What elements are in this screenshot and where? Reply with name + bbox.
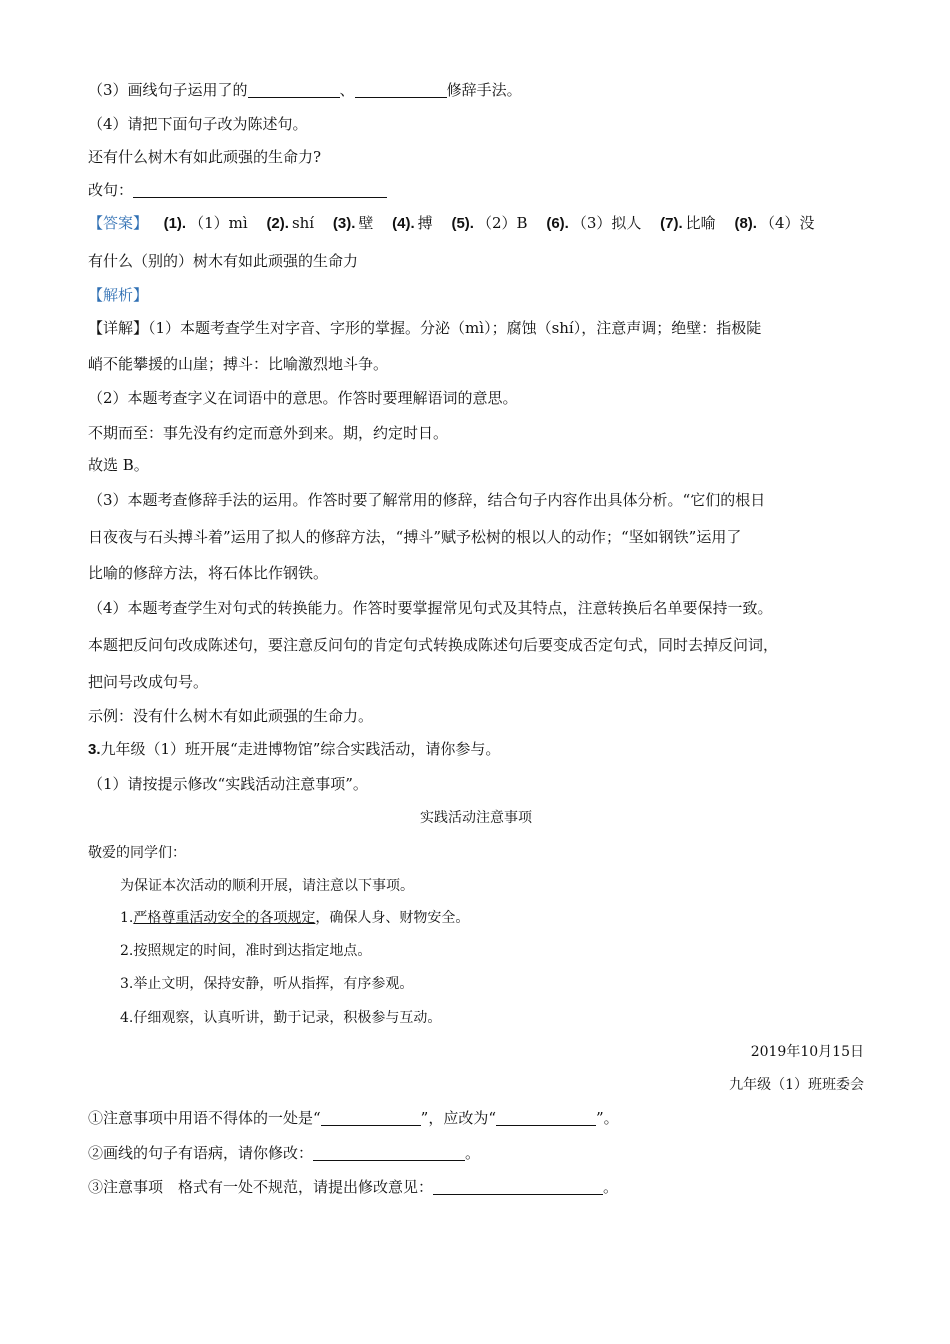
underlined-sentence: 严格尊重活动安全的各项规定 [133, 910, 316, 926]
detail-line: （3）本题考查修辞手法的运用。作答时要了解常用的修辞，结合句子内容作出具体分析。“它们的根日 [88, 491, 766, 509]
notice-item: 4.仔细观察，认真听讲，勤于记录，积极参与互动。 [120, 1010, 442, 1026]
rewrite-blank[interactable] [133, 181, 387, 198]
answer-tag: 【答案】 [88, 214, 149, 232]
detail-line: （2）本题考查字义在词语中的意思。作答时要理解语词的意思。 [88, 389, 518, 407]
answer-item: (6). （3）拟人 [546, 214, 642, 232]
notice-greeting: 敬爱的同学们： [88, 845, 186, 861]
answer-continuation: 有什么（别的）树木有如此顽强的生命力 [88, 252, 359, 270]
question-number: 3. [88, 741, 101, 758]
sub-question-3: ③注意事项 格式有一处不规范，请提出修改意见： 。 [88, 1178, 619, 1196]
answer-item: (1). （1）mì [163, 214, 248, 232]
notice-title: 实践活动注意事项 [420, 810, 532, 826]
detail-line: 峭不能攀援的山崖；搏斗：比喻激烈地斗争。 [88, 355, 389, 373]
answer-blank[interactable] [313, 1144, 465, 1161]
sub-question-2: ②画线的句子有语病，请你修改： 。 [88, 1144, 481, 1162]
detail-line: 示例：没有什么树木有如此顽强的生命力。 [88, 707, 374, 725]
q4-sentence: 还有什么树木有如此顽强的生命力? [88, 148, 322, 166]
sub-question-1: ①注意事项中用语不得体的一处是“ ”，应改为“ ”。 [88, 1109, 619, 1127]
q4-prompt: （4）请把下面句子改为陈述句。 [88, 115, 308, 133]
q3-suffix: 修辞手法。 [446, 81, 522, 99]
question-3 [88, 739, 864, 760]
q3-prefix: （3）画线句子运用了的 [88, 81, 248, 99]
answer-line [88, 213, 864, 234]
answer-item: (8). （4）没 [734, 214, 815, 232]
detail-line: 【详解】（1）本题考查学生对字音、字形的掌握。分泌（mì）；腐蚀（shí），注意声调；绝壁：指极陡 [88, 319, 762, 337]
notice-intro: 为保证本次活动的顺利开展，请注意以下事项。 [120, 878, 414, 894]
answer-item: (3). 壁 [332, 214, 374, 232]
answer-item: (4). 搏 [392, 214, 433, 232]
answer-blank[interactable] [321, 1109, 421, 1126]
notice-item: 1.严格尊重活动安全的各项规定，确保人身、财物安全。 [120, 910, 470, 926]
detail-line: 把问号改成句号。 [88, 673, 209, 691]
detail-line: （4）本题考查学生对句式的转换能力。作答时要掌握常见句式及其特点，注意转换后名单要保持一致。 [88, 599, 773, 617]
answer-item: (5). （2）B [451, 214, 528, 232]
question-text: 九年级（1）班开展“走进博物馆”综合实践活动，请你参与。 [100, 740, 501, 758]
detail-line: 不期而至：事先没有约定而意外到来。期，约定时日。 [88, 424, 449, 442]
answer-blank[interactable] [355, 81, 447, 98]
question-3-1: （1）请按提示修改“实践活动注意事项”。 [88, 775, 368, 793]
detail-line: 故选 B。 [88, 456, 149, 474]
answer-item: (7). 比喻 [660, 214, 716, 232]
rewrite-line [88, 180, 864, 200]
notice-item: 3.举止文明，保持安静，听从指挥，有序参观。 [120, 976, 414, 992]
detail-line: 本题把反问句改成陈述句，要注意反问句的肯定句式转换成陈述句后要变成否定句式，同时去掉反问词， [88, 636, 779, 654]
q3-blank-line [88, 80, 864, 100]
notice-signer: 九年级（1）班班委会 [729, 1077, 864, 1093]
rewrite-label: 改句： [88, 181, 134, 199]
notice-date: 2019年10月15日 [750, 1044, 864, 1060]
detail-line: 比喻的修辞方法，将石体比作钢铁。 [88, 564, 329, 582]
answer-blank[interactable] [248, 81, 340, 98]
separator: 、 [339, 81, 355, 99]
answer-blank[interactable] [496, 1109, 596, 1126]
analysis-tag: 【解析】 [88, 286, 149, 304]
detail-line: 日夜夜与石头搏斗着”运用了拟人的修辞方法，“搏斗”赋予松树的根以人的动作；“坚如钢铁”运用了 [88, 528, 742, 546]
answer-blank[interactable] [433, 1178, 603, 1195]
answer-item: (2). shí [266, 214, 315, 232]
notice-item: 2.按照规定的时间，准时到达指定地点。 [120, 943, 372, 959]
